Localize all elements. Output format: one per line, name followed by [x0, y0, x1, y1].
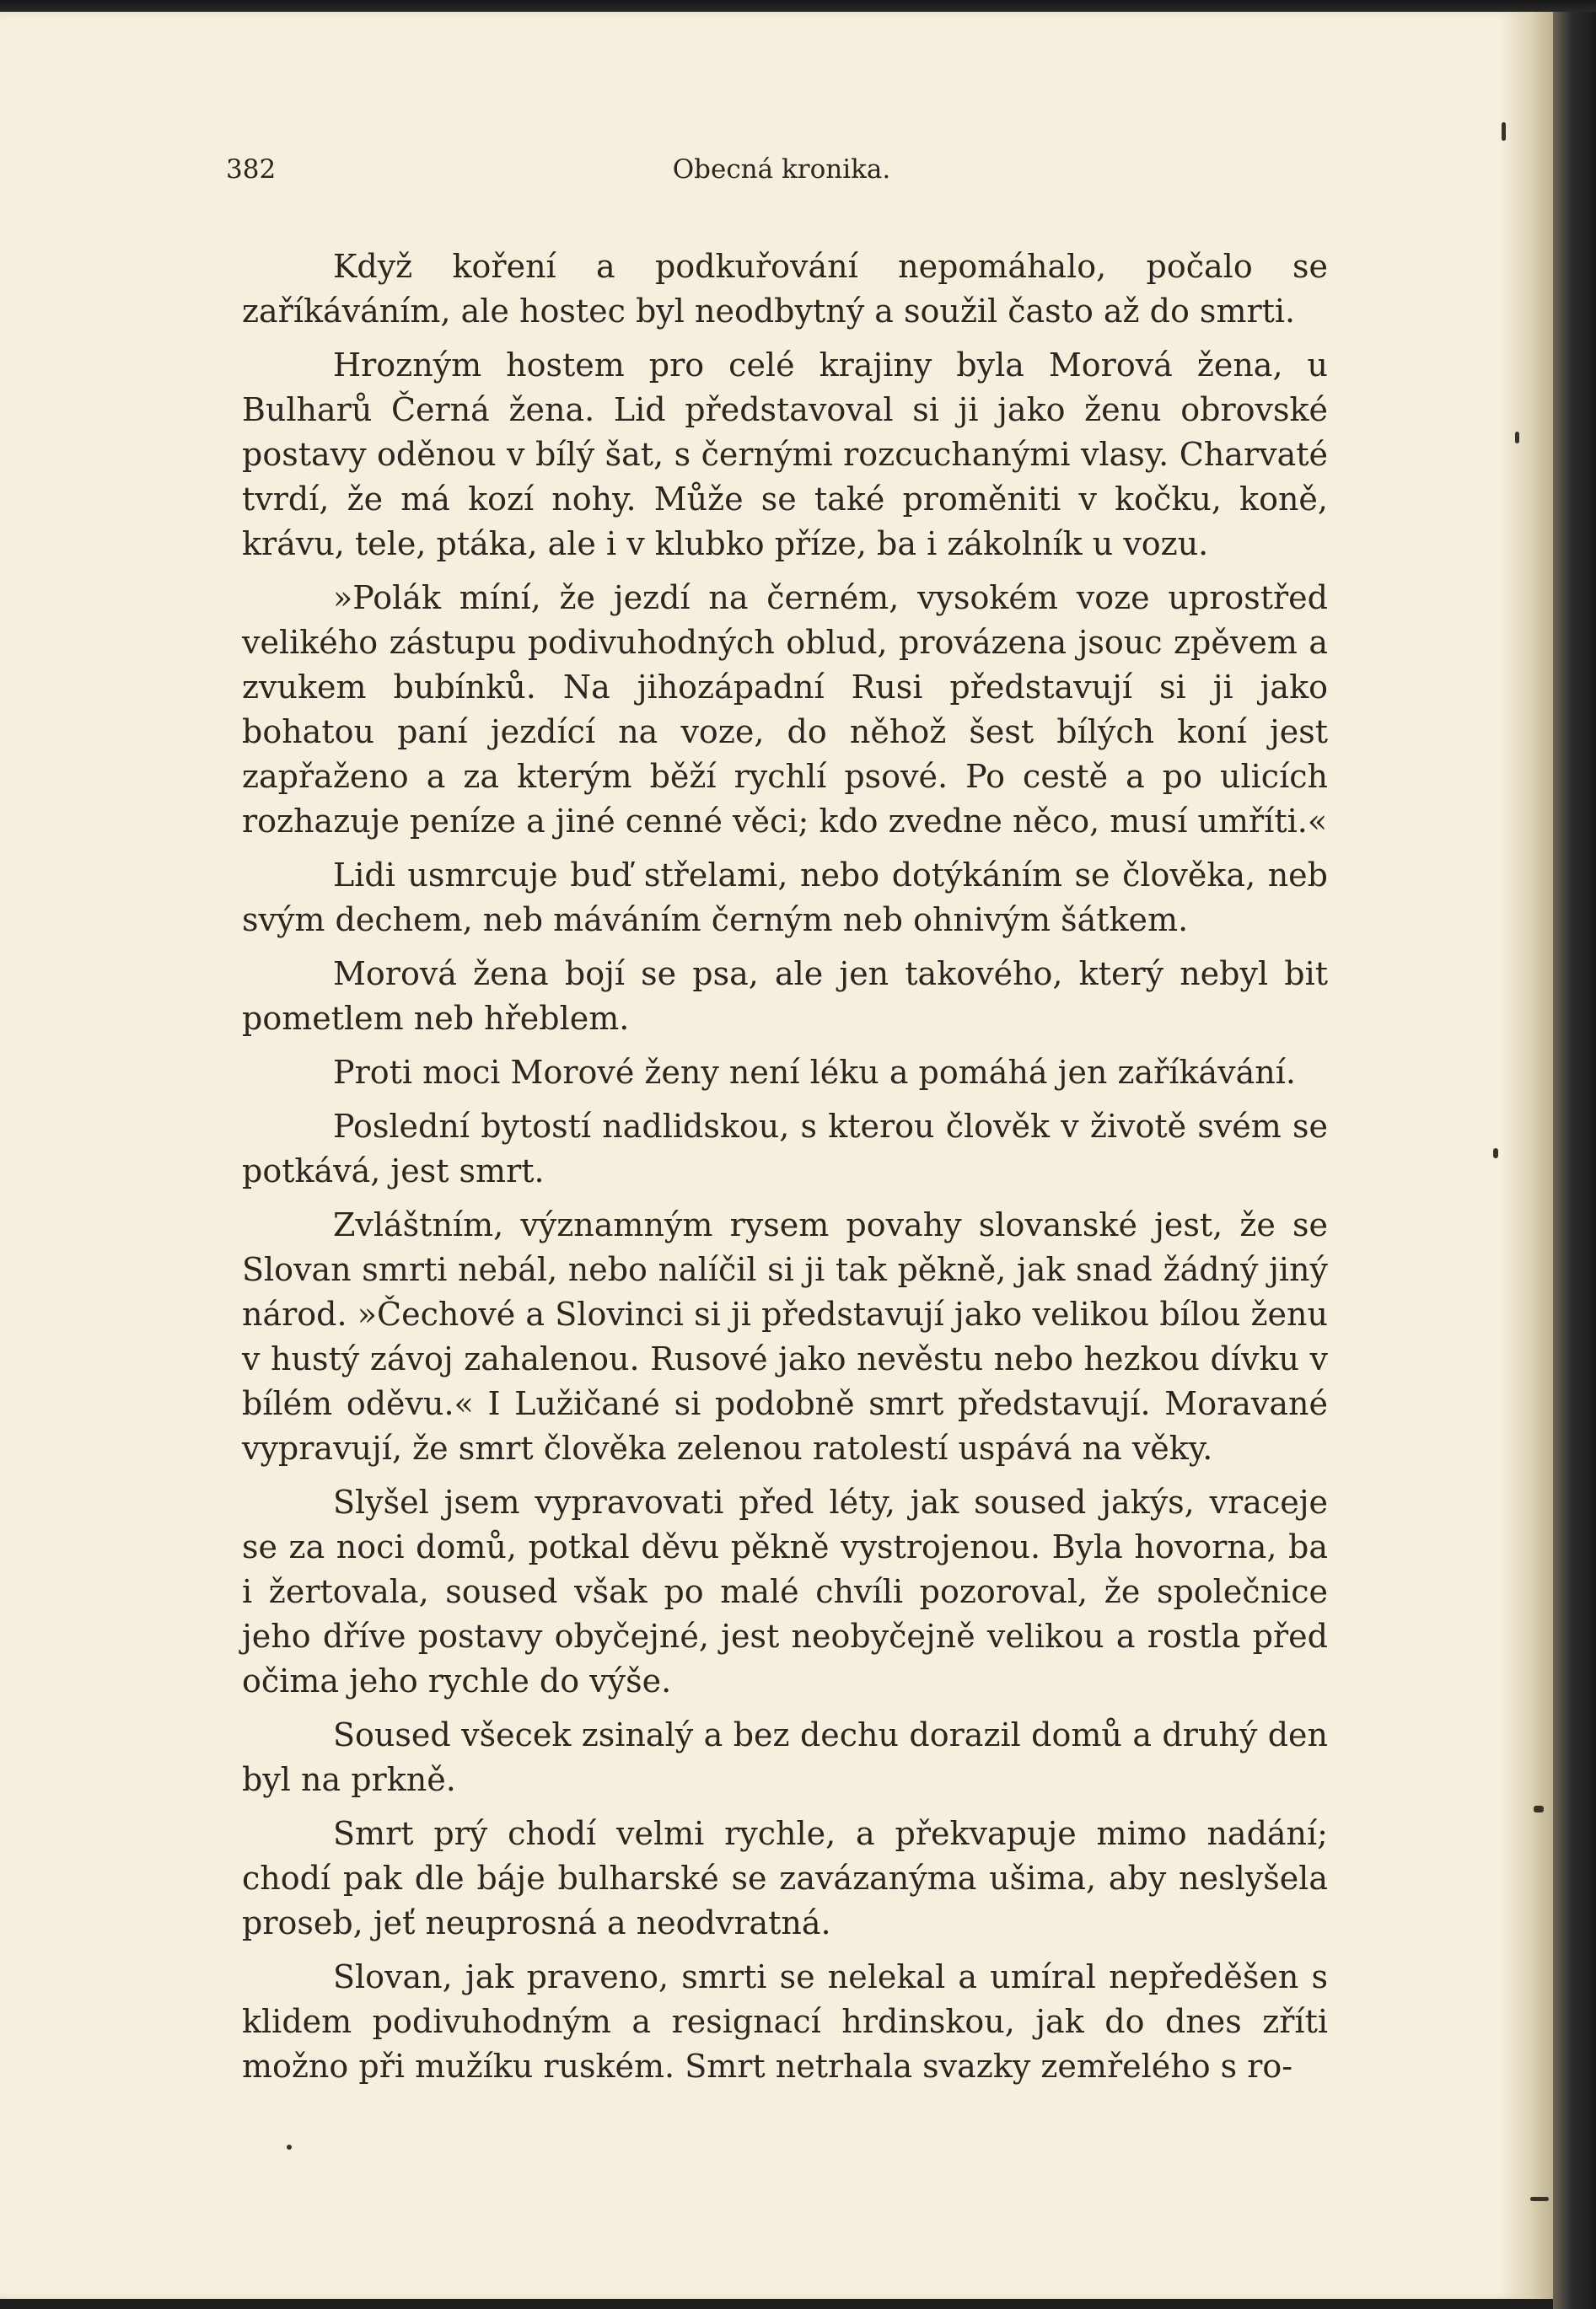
paragraph: Hrozným hostem pro celé krajiny byla Morová žena, u Bulharů Černá žena. Lid představoval si ji jako ženu obrovské postavy oděnou v bílý šat, s černými rozcuchanými vlasy. Charvaté tvrdí, že má kozí nohy. Může se také proměniti v kočku, koně, krávu, tele, ptáka, ale i v klubko příze, ba i zákolník u vozu. — [242, 346, 1328, 562]
scan-top-edge — [0, 0, 1596, 12]
paragraph: Lidi usmrcuje buď střelami, nebo dotýkáním se člověka, neb svým dechem, neb máváním černým neb ohnivým šátkem. — [242, 856, 1328, 938]
paragraph: Zvláštním, významným rysem povahy slovanské jest, že se Slovan smrti nebál, nebo nalíčil si ji tak pěkně, jak snad žádný jiný národ. »Čechové a Slovinci si ji představují jako velikou bílou ženu v hustý závoj zahalenou. Rusové jako nevěstu nebo hezkou dívku v bílém oděvu.« I Lužičané si podobně smrt představují. Moravané vypravují, že smrt člověka zelenou ratolestí uspává na věky. — [242, 1206, 1328, 1467]
body-text — [242, 244, 1328, 2089]
paragraph: Poslední bytostí nadlidskou, s kterou člověk v životě svém se potkává, jest smrt. — [242, 1108, 1328, 1189]
edge-speck — [1493, 1148, 1498, 1158]
edge-speck — [1534, 1806, 1544, 1812]
paragraph: Slyšel jsem vypravovati před léty, jak soused jakýs, vraceje se za noci domů, potkal děvu pěkně vystrojenou. Byla hovorna, ba i žertovala, soused však po malé chvíli pozoroval, že společnice jeho dříve postavy obyčejné, jest neobyčejně velikou a rostla před očima jeho rychle do výše. — [242, 1484, 1328, 1700]
page-number: 382 — [226, 154, 277, 185]
paragraph: Proti moci Morové ženy není léku a pomáhá jen zaříkávání. — [333, 1054, 1296, 1091]
running-title: Obecná kronika. — [672, 154, 891, 185]
stray-mark — [287, 2145, 292, 2150]
paragraph: Slovan, jak praveno, smrti se nelekal a umíral nepředěšen s klidem podivuhodným a resignací hrdinskou, jak do dnes zříti možno při mužíku ruském. Smrt netrhala svazky zemřelého s ro- — [242, 1958, 1328, 2085]
page-header — [226, 154, 1337, 195]
paragraph: Když koření a podkuřování nepomáhalo, počalo se zaříkáváním, ale hostec byl neodbytný a soužil často až do smrti. — [242, 248, 1328, 330]
paragraph: »Polák míní, že jezdí na černém, vysokém voze uprostřed velikého zástupu podivuhodných oblud, provázena jsouc zpěvem a zvukem bubínků. Na jihozápadní Rusi představují si ji jako bohatou paní jezdící na voze, do něhož šest bílých koní jest zapřaženo a za kterým běží rychlí psové. Po cestě a po ulicích rozhazuje peníze a jiné cenné věci; kdo zvedne něco, musí umříti.« — [242, 579, 1328, 840]
binding-shadow — [1501, 12, 1553, 2299]
edge-speck — [1502, 122, 1506, 141]
page-edge — [1553, 12, 1596, 2309]
paragraph: Morová žena bojí se psa, ale jen takového, který nebyl bit pometlem neb hřeblem. — [242, 955, 1328, 1037]
paragraph: Smrt prý chodí velmi rychle, a překvapuje mimo nadání; chodí pak dle báje bulharské se zavázanýma ušima, aby neslyšela proseb, jeť neuprosná a neodvratná. — [242, 1815, 1328, 1941]
edge-speck — [1530, 2197, 1549, 2201]
edge-speck — [1515, 432, 1519, 443]
paragraph: Soused všecek zsinalý a bez dechu dorazil domů a druhý den byl na prkně. — [242, 1716, 1328, 1798]
